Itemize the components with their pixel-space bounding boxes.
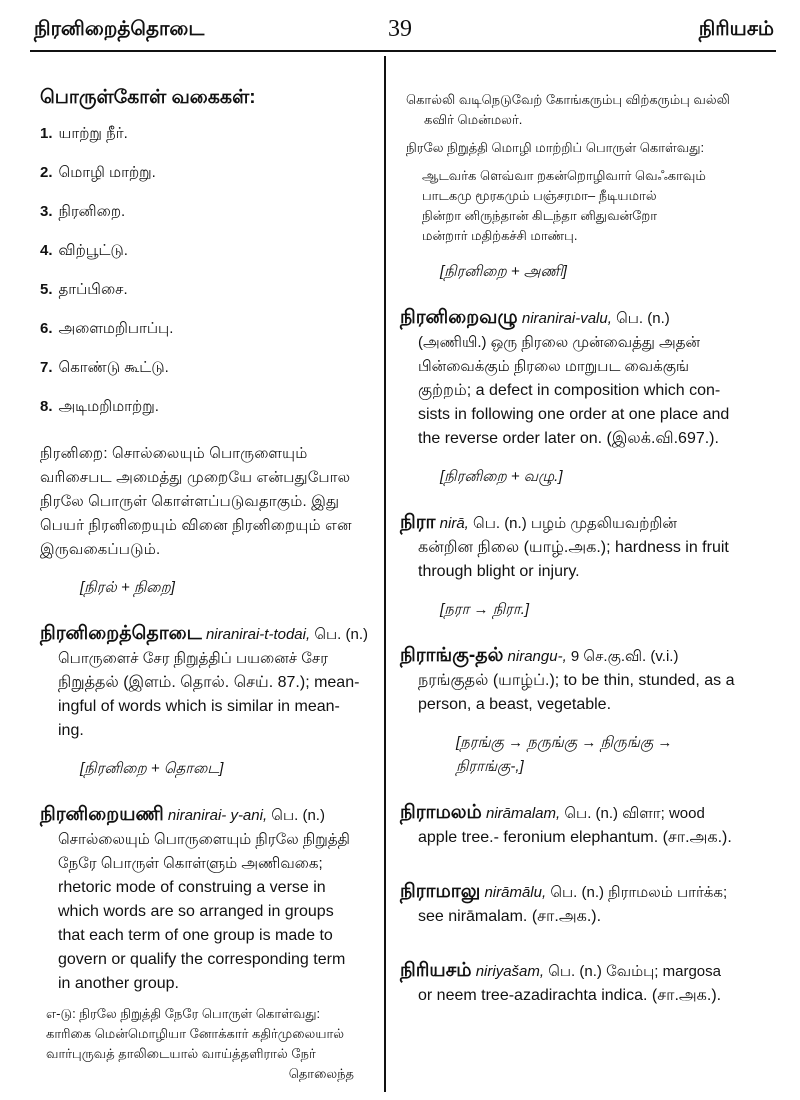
- part-of-speech: பெ. (n.): [616, 310, 670, 327]
- headword: நிரா: [400, 512, 436, 533]
- list-item: 6. அளைமறிபாப்பு.: [40, 320, 174, 337]
- quote-intro: நிரலே நிறுத்தி மொழி மாற்றிப் பொருள் கொள்வது:: [406, 140, 705, 155]
- definition: நரங்குதல் (யாழ்ப்.); to be thin, stunded, as a person, a beast, vegetable.: [418, 672, 735, 713]
- etymology: [நிரனிறை + வழு.]: [440, 468, 563, 485]
- section-title: பொருள்கோள் வகைகள்:: [40, 87, 256, 108]
- etymology: [நிரனிறை + தொடை]: [80, 760, 224, 777]
- headword: நிரனிறைத்தொடை: [40, 623, 202, 644]
- column-divider: [384, 56, 386, 1092]
- definition: apple tree.- feronium elephantum. (சா.அக.).: [418, 829, 732, 846]
- part-of-speech: 9 செ.கு.வி. (v.i.): [570, 648, 679, 665]
- transliteration: niriyašam,: [475, 963, 545, 980]
- dictionary-entry: [400, 880, 772, 929]
- headword: நிராமலம்: [400, 802, 482, 823]
- definition: or neem tree-azadirachta indica. (சா.அக.).: [418, 987, 722, 1004]
- part-of-speech: பெ. (n.): [314, 626, 368, 643]
- transliteration: nirāmālu,: [484, 884, 547, 901]
- list-item: 4. விற்பூட்டு.: [40, 242, 128, 259]
- headword: நிராங்கு-தல்: [400, 645, 504, 666]
- part-of-speech: பெ. (n.): [548, 963, 602, 980]
- headword: நிரனிறைவழு: [400, 307, 518, 328]
- definition-start: வேம்பு; margosa: [606, 963, 721, 980]
- definition: see nirāmalam. (சா.அக.).: [418, 908, 602, 925]
- example-quote: எ-டு: நிரலே நிறுத்தி நேரே பொருள் கொள்வது: காரிகை மென்மொழியா னோக்கார் கதிர்முலையால் வார்புருவத் தாலிடையால் வாய்த்தளிரால் நேர் தொலைந்த: [46, 1006, 354, 1081]
- etymology: [நரங்கு → நருங்கு → நிருங்கு → நிராங்கு-,]: [456, 734, 673, 775]
- part-of-speech: பெ. (n.): [473, 515, 527, 532]
- page-number: 39: [388, 16, 412, 42]
- dictionary-entry: [400, 959, 772, 1008]
- header-rule: [30, 50, 776, 52]
- example-verse: ஆடவர்க ளெவ்வா றகன்றொழிவார் வெஃகாவும் பாடகமு மூரகமும் பஞ்சரமா– நீடியமால் நின்றா னிருந்தான் கிடந்தா னிதுவன்றோ மன்றார் மதிற்கச்சி மாண்பு.: [422, 168, 706, 243]
- list-item: 1. யாற்று நீர்.: [40, 125, 128, 142]
- definition: கன்றின நிலை (யாழ்.அக.); hardness in fruit through blight or injury.: [418, 539, 729, 580]
- headword: நிராமாலு: [400, 881, 481, 902]
- part-of-speech: பெ. (n.): [564, 805, 619, 822]
- definition: (அணியி.) ஒரு நிரலை முன்வைத்து அதன் பின்வைக்கும் நிரலை மாறுபட வைக்குங் குற்றம்; a defect in composition which con- sists in following one order at one place and the reverse order later on. (இலக்.வி.697.).: [418, 334, 730, 447]
- definition-paragraph: நிரனிறை: சொல்லையும் பொருளையும் வரிசைபட அமைத்து முறையே என்பதுபோல நிரலே பொருள் கொள்ளப்படுவதாகும். இது பெயர் நிரனிறையும் வினை நிரனிறையும் என இருவகைப்படும்.: [40, 445, 352, 558]
- left-column: [40, 60, 370, 1084]
- types-list: [40, 122, 370, 419]
- etymology: [நிரனிறை + அணி]: [440, 263, 567, 280]
- transliteration: nirangu-,: [507, 648, 567, 665]
- dictionary-entry: [400, 511, 772, 622]
- definition: சொல்லையும் பொருளையும் நிரலே நிறுத்தி நேரே பொருள் கொள்ளும் அணிவகை; rhetoric mode of construing a verse in which words are so arranged in groups that each term of one group is made to govern or qualify the corresponding term in another group.: [58, 831, 350, 992]
- etymology: [நிரல் + நிறை]: [80, 579, 175, 596]
- transliteration: nirā,: [439, 515, 469, 532]
- example-quote: கொல்லி வடிநெடுவேற் கோங்கரும்பு விற்கரும்பு வல்லி கவிர் மென்மலர்.: [406, 92, 730, 127]
- right-column: [400, 60, 772, 1008]
- part-of-speech: பெ. (n.): [550, 884, 604, 901]
- transliteration: niranirai-valu,: [521, 310, 612, 327]
- dictionary-entry: [400, 801, 772, 850]
- headword: நிரனிறையணி: [40, 804, 164, 825]
- part-of-speech: பெ. (n.): [271, 807, 325, 824]
- transliteration: niranirai-t-todai,: [205, 626, 311, 643]
- headword: நிரியசம்: [400, 960, 472, 981]
- dictionary-entry: [400, 306, 772, 489]
- definition: பொருளைச் சேர நிறுத்திப் பயனைச் சேர நிறுத்தல் (இளம். தொல். செய். 87.); mean- ingful of words which is similar in mean- ing.: [58, 650, 360, 739]
- transliteration: nirāmalam,: [486, 805, 561, 822]
- dictionary-entry: [400, 644, 772, 779]
- definition-start: பழம் முதலியவற்றின்: [530, 515, 677, 532]
- definition-start: நிராமலம் பார்க்க;: [608, 884, 728, 901]
- list-item: 7. கொண்டு கூட்டு.: [40, 359, 169, 376]
- running-head-right: நிரியசம்: [698, 18, 774, 40]
- list-item: 8. அடிமறிமாற்று.: [40, 398, 159, 415]
- list-item: 5. தாப்பிசை.: [40, 281, 128, 298]
- list-item: 2. மொழி மாற்று.: [40, 164, 156, 181]
- dictionary-entry: [40, 803, 370, 1084]
- running-head-left: நிரனிறைத்தொடை: [34, 18, 205, 40]
- dictionary-entry: [40, 622, 370, 781]
- transliteration: niranirai- y-ani,: [167, 807, 268, 824]
- definition-start: விளா; wood: [622, 805, 705, 822]
- etymology: [நரா → நிரா.]: [440, 601, 530, 618]
- list-item: 3. நிரனிறை.: [40, 203, 126, 220]
- page-header: [34, 16, 774, 48]
